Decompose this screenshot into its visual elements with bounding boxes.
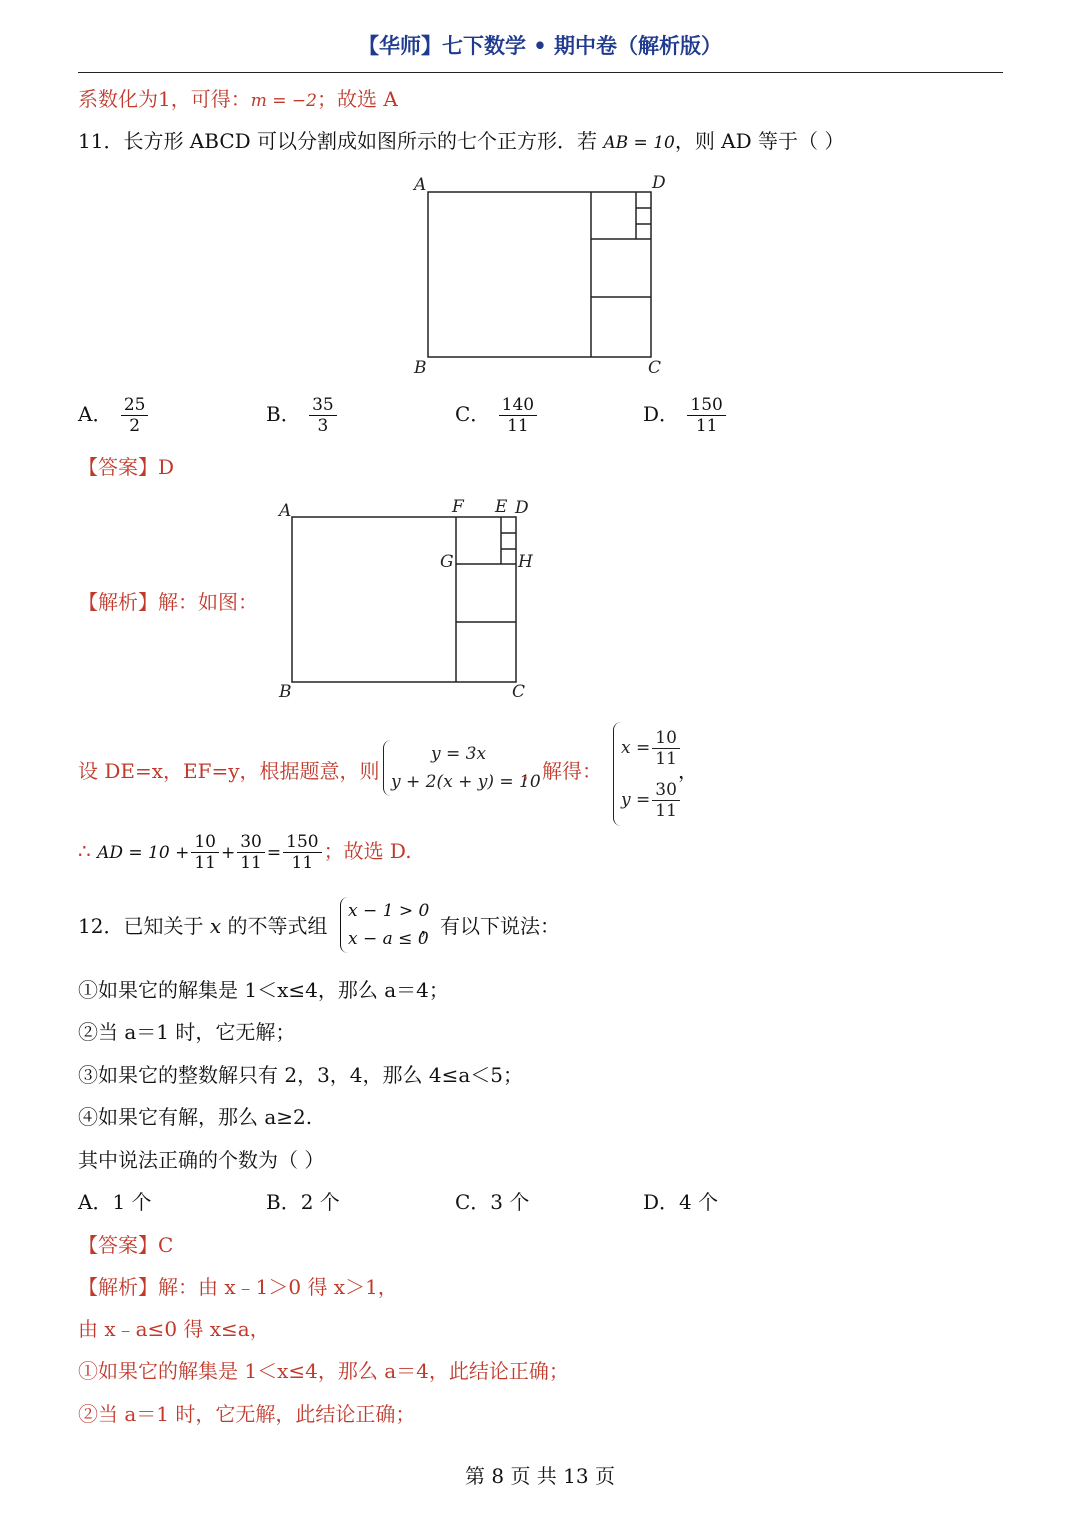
fig1-label-c: C (648, 358, 662, 378)
fig2-label-d: D (515, 498, 529, 518)
prev-tail-text: 系数化为1，可得： (78, 87, 251, 111)
q12-statement-2: ②当 a＝1 时，它无解； (78, 1020, 296, 1044)
prev-tail-math: m = −2 (250, 91, 317, 111)
conclusion-tail: ；故选 D. (323, 839, 412, 863)
option-fraction: $\frac{150}{11}$ (687, 395, 725, 436)
conclusion-fraction-1: $\frac{10}{11}$ (191, 832, 219, 873)
q11-conclusion (78, 832, 412, 873)
q12-stem-text (78, 912, 327, 940)
q12-statement-3: ③如果它的整数解只有 2，3，4，那么 4≤a＜5； (78, 1063, 524, 1087)
q11-stem-question: ，则 AD 等于（ ） (674, 129, 845, 153)
plus-sign: + (220, 843, 236, 863)
equation-1: y = 3x (431, 744, 487, 764)
q12-stem-x: x (209, 914, 222, 938)
q12-statement-1: ①如果它的解集是 1＜x≤4，那么 a＝4； (78, 978, 449, 1002)
fig2-label-h: H (518, 552, 533, 572)
sol-x-lhs: x = (621, 738, 651, 758)
q12-stem-a: 12．已知关于 (78, 914, 204, 938)
q12-analysis-line-1: 【解析】解：由 x﹣1＞0 得 x＞1， (78, 1275, 398, 1299)
q11-analysis-figure (270, 495, 560, 705)
fig2-outer-rect (292, 517, 516, 682)
q11-setup-text: 设 DE=x，EF=y，根据题意，则 (78, 759, 380, 783)
therefore-symbol: ∴ (78, 839, 91, 863)
q12-analysis-line-3: ①如果它的解集是 1＜x≤4，那么 a＝4，此结论正确； (78, 1359, 569, 1383)
equation-2: y + 2(x + y) = 10 (391, 772, 541, 792)
fig1-label-b: B (414, 358, 427, 378)
page-footer: 第 8 页 共 13 页 (465, 1464, 615, 1488)
q12-stem-b: 的不等式组 (227, 914, 328, 938)
fig1-label-d: D (652, 173, 666, 193)
conclusion-lhs: AD = 10 + (97, 843, 190, 863)
q11-stem-text: 11．长方形 ABCD 可以分割成如图所示的七个正方形．若 (78, 129, 598, 153)
q11-option-d (643, 395, 728, 436)
q12-stem-c: ，有以下说法： (420, 914, 560, 938)
q11-solve-text: ，解得： (522, 759, 602, 783)
fig2-label-e: E (495, 497, 508, 517)
q11-equation-system (383, 740, 541, 796)
q11-stem (78, 127, 844, 157)
header-rule (78, 72, 1003, 73)
prev-solution-tail (78, 85, 398, 115)
prev-tail-choice: ；故选 A (316, 87, 398, 111)
fig1-outer-rect (428, 192, 651, 357)
inequality-2: x − a ≤ 0 (348, 929, 429, 949)
q12-analysis-line-2: 由 x﹣a≤0 得 x≤a， (78, 1317, 270, 1341)
q12-inequality-system (340, 897, 429, 953)
q11-sol-tail: ， (678, 759, 698, 783)
inequality-1: x − 1 > 0 (348, 901, 430, 921)
q11-analysis-label: 【解析】解：如图： (78, 590, 258, 614)
option-fraction: $\frac{25}{2}$ (121, 395, 149, 436)
option-fraction: $\frac{35}{3}$ (309, 395, 337, 436)
fig2-label-f: F (452, 497, 464, 517)
q11-option-c (455, 395, 539, 436)
sol-x-fraction: $\frac{10}{11}$ (652, 728, 680, 769)
fig2-label-b: B (279, 682, 292, 702)
option-letter: C． (455, 402, 491, 426)
q12-option-c: C．3 个 (455, 1190, 530, 1214)
option-letter: A． (78, 402, 113, 426)
q11-answer: 【答案】D (78, 455, 175, 479)
q11-figure (400, 170, 690, 385)
option-letter: B． (266, 402, 301, 426)
conclusion-fraction-2: $\frac{30}{11}$ (237, 832, 265, 873)
fig1-label-a: A (414, 175, 427, 195)
fig2-label-g: G (440, 552, 454, 572)
q11-solution-system (613, 722, 682, 826)
equals-sign: = (266, 843, 282, 863)
q12-option-d: D．4 个 (643, 1190, 719, 1214)
q12-prompt: 其中说法正确的个数为（ ） (78, 1148, 325, 1172)
q11-stem-math: AB = 10 (603, 133, 675, 153)
q12-analysis-line-4: ②当 a＝1 时，它无解，此结论正确； (78, 1402, 416, 1426)
sol-y-lhs: y = (621, 790, 651, 810)
fig2-label-c: C (512, 682, 526, 702)
option-letter: D． (643, 402, 680, 426)
q11-option-b (266, 395, 339, 436)
q12-answer: 【答案】C (78, 1233, 174, 1257)
q12-statement-4: ④如果它有解，那么 a≥2. (78, 1105, 313, 1129)
fig2-label-a: A (279, 501, 292, 521)
conclusion-fraction-3: $\frac{150}{11}$ (283, 832, 321, 873)
q12-option-a: A．1 个 (78, 1190, 152, 1214)
q11-option-a (78, 395, 150, 436)
page-header-title: 【华师】七下数学 • 期中卷（解析版） (357, 33, 723, 58)
sol-y-fraction: $\frac{30}{11}$ (652, 780, 680, 821)
q12-option-b: B．2 个 (266, 1190, 340, 1214)
option-fraction: $\frac{140}{11}$ (499, 395, 537, 436)
